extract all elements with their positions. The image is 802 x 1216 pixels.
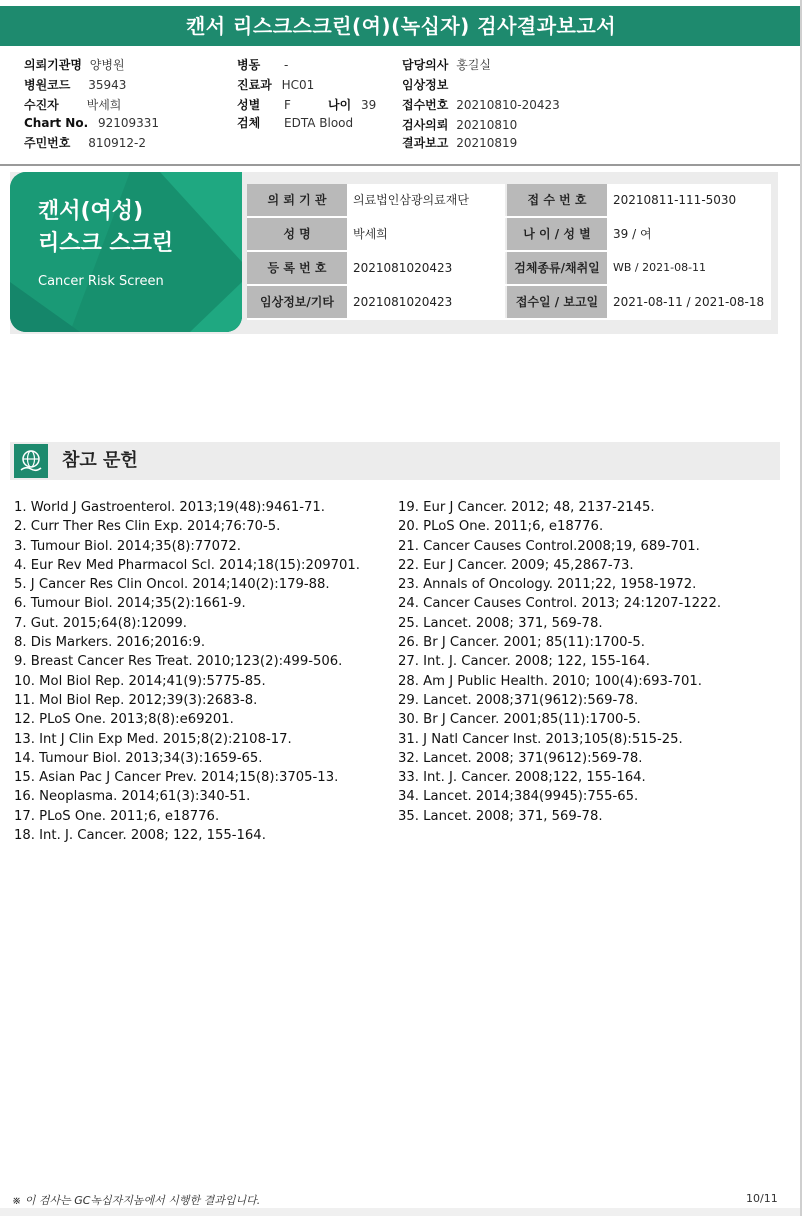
info-value: 20210811-111-5030 bbox=[607, 184, 771, 216]
header-row-department bbox=[237, 76, 314, 93]
reference-item: 24. Cancer Causes Control. 2013; 24:1207-1222. bbox=[398, 596, 722, 612]
reference-item: 27. Int. J. Cancer. 2008; 122, 155-164. bbox=[398, 654, 650, 670]
reference-item: 34. Lancet. 2014;384(9945):755-65. bbox=[398, 789, 639, 805]
references-header bbox=[10, 442, 780, 480]
reference-item: 23. Annals of Oncology. 2011;22, 1958-1972. bbox=[398, 577, 697, 593]
info-value: 박세희 bbox=[347, 218, 505, 250]
header-value: 20210810 bbox=[456, 118, 518, 132]
info-row bbox=[247, 286, 771, 320]
banner-title-line1: 캔서(여성) bbox=[38, 199, 144, 224]
header-row-chart-no bbox=[24, 116, 159, 130]
info-value: 의료법인삼광의료재단 bbox=[347, 184, 505, 216]
header-value: 39 bbox=[361, 98, 377, 112]
banner-title-line2: 리스크 스크린 bbox=[38, 231, 174, 256]
header-label: 임상정보 bbox=[402, 78, 449, 92]
header-value: F bbox=[284, 98, 291, 112]
reference-item: 31. J Natl Cancer Inst. 2013;105(8):515-25. bbox=[398, 731, 683, 747]
header-row-sex bbox=[237, 96, 291, 113]
info-row bbox=[247, 184, 771, 218]
header-label: 의뢰기관명 bbox=[24, 58, 82, 72]
header-row-patient bbox=[24, 96, 121, 113]
header-label: 주민번호 bbox=[24, 136, 71, 150]
reference-item: 17. PLoS One. 2011;6, e18776. bbox=[14, 808, 220, 824]
header-value: 92109331 bbox=[97, 116, 160, 130]
reference-item: 13. Int J Clin Exp Med. 2015;8(2):2108-17. bbox=[14, 731, 292, 747]
banner-subtitle: Cancer Risk Screen bbox=[38, 274, 164, 289]
banner-title bbox=[38, 196, 173, 260]
header-row-receipt-no bbox=[402, 96, 560, 113]
header-value: 810912-2 bbox=[88, 136, 146, 150]
reference-item: 20. PLoS One. 2011;6, e18776. bbox=[398, 519, 604, 535]
reference-item: 28. Am J Public Health. 2010; 100(4):693-701. bbox=[398, 673, 702, 689]
globe-hand-icon bbox=[14, 444, 48, 478]
reference-item: 35. Lancet. 2008; 371, 569-78. bbox=[398, 808, 603, 824]
reference-item: 10. Mol Biol Rep. 2014;41(9):5775-85. bbox=[14, 673, 266, 689]
reference-item: 3. Tumour Biol. 2014;35(8):77072. bbox=[14, 538, 241, 554]
reference-item: 18. Int. J. Cancer. 2008; 122, 155-164. bbox=[14, 828, 266, 844]
reference-item: 11. Mol Biol Rep. 2012;39(3):2683-8. bbox=[14, 692, 258, 708]
header-label: 병동 bbox=[237, 58, 261, 72]
reference-item: 21. Cancer Causes Control.2008;19, 689-701. bbox=[398, 538, 700, 554]
header-row-request-date bbox=[402, 116, 517, 133]
reference-item: 5. J Cancer Res Clin Oncol. 2014;140(2):179-88. bbox=[14, 577, 330, 593]
reference-item: 12. PLoS One. 2013;8(8):e69201. bbox=[14, 712, 234, 728]
header-value: 35943 bbox=[88, 78, 127, 92]
header-value: 박세희 bbox=[86, 98, 122, 112]
info-row bbox=[247, 252, 771, 286]
info-label: 등 록 번 호 bbox=[247, 252, 347, 284]
reference-item: 29. Lancet. 2008;371(9612):569-78. bbox=[398, 692, 639, 708]
reference-item: 19. Eur J Cancer. 2012; 48, 2137-2145. bbox=[398, 500, 655, 515]
header-label: 성별 bbox=[237, 98, 261, 112]
header-label: 담당의사 bbox=[402, 58, 449, 72]
reference-item: 32. Lancet. 2008; 371(9612):569-78. bbox=[398, 750, 643, 766]
reference-item: 15. Asian Pac J Cancer Prev. 2014;15(8):3705-13. bbox=[14, 770, 339, 786]
reference-item: 6. Tumour Biol. 2014;35(2):1661-9. bbox=[14, 596, 246, 612]
report-title: 캔서 리스크스크린(여)(녹십자) 검사결과보고서 bbox=[0, 6, 802, 46]
header-row-age bbox=[328, 96, 376, 113]
header-label: 수진자 bbox=[24, 98, 59, 112]
bottom-bar bbox=[0, 1208, 802, 1216]
info-value: 39 / 여 bbox=[607, 218, 771, 250]
header-value: 홍길실 bbox=[456, 58, 491, 72]
header-label: 병원코드 bbox=[24, 78, 71, 92]
info-value: WB / 2021-08-11 bbox=[607, 252, 771, 284]
header-info bbox=[0, 48, 802, 164]
header-row-hospital-code bbox=[24, 76, 126, 93]
reference-item: 4. Eur Rev Med Pharmacol Scl. 2014;18(15):209701. bbox=[14, 557, 360, 573]
info-label: 성 명 bbox=[247, 218, 347, 250]
reference-item: 1. World J Gastroenterol. 2013;19(48):9461-71. bbox=[14, 500, 325, 515]
header-value: EDTA Blood bbox=[284, 116, 354, 130]
info-label: 접 수 번 호 bbox=[507, 184, 607, 216]
info-row bbox=[247, 218, 771, 252]
header-label: 검체 bbox=[237, 116, 261, 130]
reference-item: 16. Neoplasma. 2014;61(3):340-51. bbox=[14, 789, 251, 805]
header-row-clinical-info bbox=[402, 76, 452, 93]
reference-item: 2. Curr Ther Res Clin Exp. 2014;76:70-5. bbox=[14, 519, 281, 535]
reference-item: 7. Gut. 2015;64(8):12099. bbox=[14, 615, 187, 631]
header-value: HC01 bbox=[281, 78, 315, 92]
reference-item: 14. Tumour Biol. 2013;34(3):1659-65. bbox=[14, 750, 263, 766]
reference-item: 33. Int. J. Cancer. 2008;122, 155-164. bbox=[398, 770, 646, 786]
reference-item: 26. Br J Cancer. 2001; 85(11):1700-5. bbox=[398, 635, 645, 651]
references-list-right bbox=[398, 498, 721, 826]
header-label: 결과보고 bbox=[402, 136, 449, 150]
page-number: 10/11 bbox=[746, 1192, 778, 1205]
reference-item: 8. Dis Markers. 2016;2016:9. bbox=[14, 635, 206, 651]
header-row-doctor bbox=[402, 56, 491, 73]
header-label: 진료과 bbox=[237, 78, 272, 92]
header-label: 나이 bbox=[328, 98, 352, 112]
footer-note: ※ 이 검사는 GC녹십자지놈에서 시행한 결과입니다. bbox=[12, 1194, 261, 1207]
header-row-report-date bbox=[402, 134, 517, 151]
header-row-resident-no bbox=[24, 134, 146, 151]
references-list-left bbox=[14, 498, 360, 845]
header-value: 20210819 bbox=[456, 136, 518, 150]
header-value: 20210810-20423 bbox=[456, 98, 560, 112]
header-label: 접수번호 bbox=[402, 98, 449, 112]
header-row-institution bbox=[24, 56, 125, 73]
info-value: 2021081020423 bbox=[347, 252, 505, 284]
info-label: 검체종류/채취일 bbox=[507, 252, 607, 284]
info-label: 임상정보/기타 bbox=[247, 286, 347, 318]
info-label: 의 뢰 기 관 bbox=[247, 184, 347, 216]
header-label: 검사의뢰 bbox=[402, 118, 449, 132]
reference-item: 22. Eur J Cancer. 2009; 45,2867-73. bbox=[398, 557, 634, 573]
header-divider bbox=[0, 164, 802, 166]
info-label: 접수일 / 보고일 bbox=[507, 286, 607, 318]
product-banner bbox=[10, 172, 242, 332]
reference-item: 9. Breast Cancer Res Treat. 2010;123(2):499-506. bbox=[14, 654, 343, 670]
reference-item: 25. Lancet. 2008; 371, 569-78. bbox=[398, 615, 603, 631]
reference-item: 30. Br J Cancer. 2001;85(11):1700-5. bbox=[398, 712, 641, 728]
header-value: - bbox=[284, 58, 289, 72]
header-row-specimen bbox=[237, 114, 353, 131]
header-value: 양병원 bbox=[89, 58, 125, 72]
references-title: 참고 문헌 bbox=[62, 450, 138, 471]
patient-card bbox=[10, 172, 778, 334]
header-row-ward bbox=[237, 56, 288, 73]
info-label: 나 이 / 성 별 bbox=[507, 218, 607, 250]
info-value: 2021081020423 bbox=[347, 286, 505, 318]
info-value: 2021-08-11 / 2021-08-18 bbox=[607, 286, 771, 318]
header-label: Chart No. bbox=[24, 116, 89, 130]
